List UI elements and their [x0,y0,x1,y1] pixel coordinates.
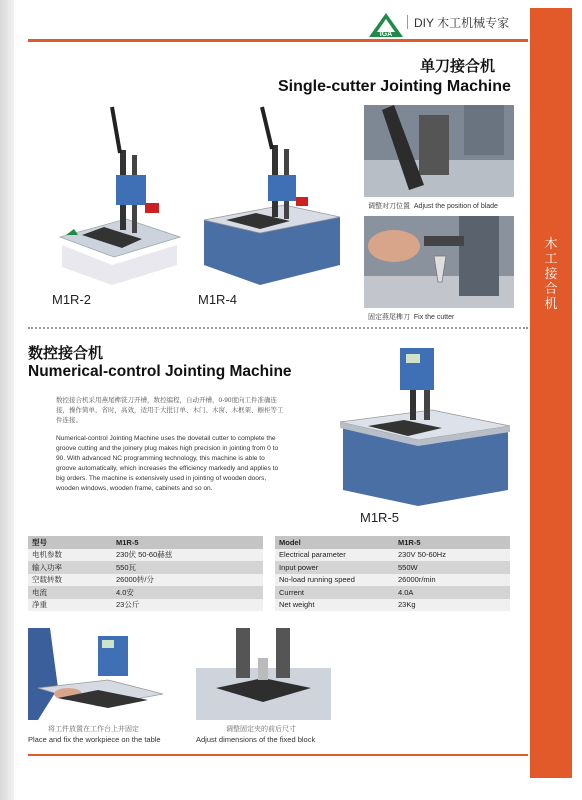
m1r-4-machine-image [200,105,345,285]
table-row: Input power 550W [275,561,510,574]
spec-table-en [275,536,510,611]
table-row: 电流 4.0安 [28,586,263,599]
iga-logo [368,12,404,38]
table-row: 空载转数 26000转/分 [28,574,263,587]
m1r-5-machine-image [338,340,513,510]
section2-description-cn: 数控接合机采用燕尾榫铣刀开槽，数控编程，自动开槽，0-90度向工件准确连接，操作简单，省时，高效，适用于大批订单、木门、木窗、木框架、橱柜等工件连接。 [56,397,284,424]
place-workpiece-photo [28,628,163,720]
section2-title-en: Numerical-control Jointing Machine [28,363,292,380]
section2-title-cn: 数控接合机 [28,345,104,362]
header-rule [28,39,528,42]
section2-description-en: Numerical-control Jointing Machine uses the dovetail cutter to complete the groove cutting and the joinery plug makes high precision in jointing from 0 to 90. With advanced NC programming technology, this machine is able to groove automatically, which increases the efficiency markedly and applies to big orders. The machine is extensively used in jointing of wooden doors, wooden windows, wooden frame, cabinets and so on. [56,435,279,492]
adjust-block-caption-cn: 调整固定夹的前后尺寸 [226,726,296,733]
adjust-blade-photo [364,105,514,197]
page-edge [0,0,14,800]
footer-rule [28,754,528,756]
section1-title-cn: 单刀接合机 [420,58,496,75]
table-row: 净重 23公斤 [28,599,263,612]
table-row: No-load running speed 26000r/min [275,574,510,587]
table-row: Current 4.0A [275,586,510,599]
place-workpiece-caption-en: Place and fix the workpiece on the table [28,735,161,744]
model-label-m1r-5: M1R-5 [360,510,400,525]
place-workpiece-caption-cn: 将工件放置在工作台上并固定 [48,726,139,733]
fix-cutter-caption: 固定燕尾榫刀 Fix the cutter [368,314,455,321]
adjust-block-photo [196,628,331,720]
table-row: Electrical parameter 230V 50-60Hz [275,549,510,562]
fix-cutter-photo [364,216,514,308]
section1-title-en: Single-cutter Jointing Machine [278,78,511,95]
svg-text:IGA: IGA [379,31,393,38]
spec-table-cn [28,536,263,611]
m1r-2-machine-image [52,105,187,285]
table-row: Net weight 23Kg [275,599,510,612]
model-label-m1r-4: M1R-4 [198,292,238,307]
section-divider [28,327,528,329]
table-row: Model M1R-5 [275,536,510,549]
adjust-blade-caption: 调整对刀位置 Adjust the position of blade [368,203,498,210]
model-label-m1r-2: M1R-2 [52,292,92,307]
table-row: 电机参数 230伏 50-60赫兹 [28,549,263,562]
side-bar-label: 木 工 接 合 机 [544,236,558,311]
header-tagline: DIY 木工机械专家 [414,16,510,30]
side-bar [530,8,572,778]
table-row: 输入功率 550瓦 [28,561,263,574]
table-row: 型号 M1R-5 [28,536,263,549]
adjust-block-caption-en: Adjust dimensions of the fixed block [196,735,316,744]
